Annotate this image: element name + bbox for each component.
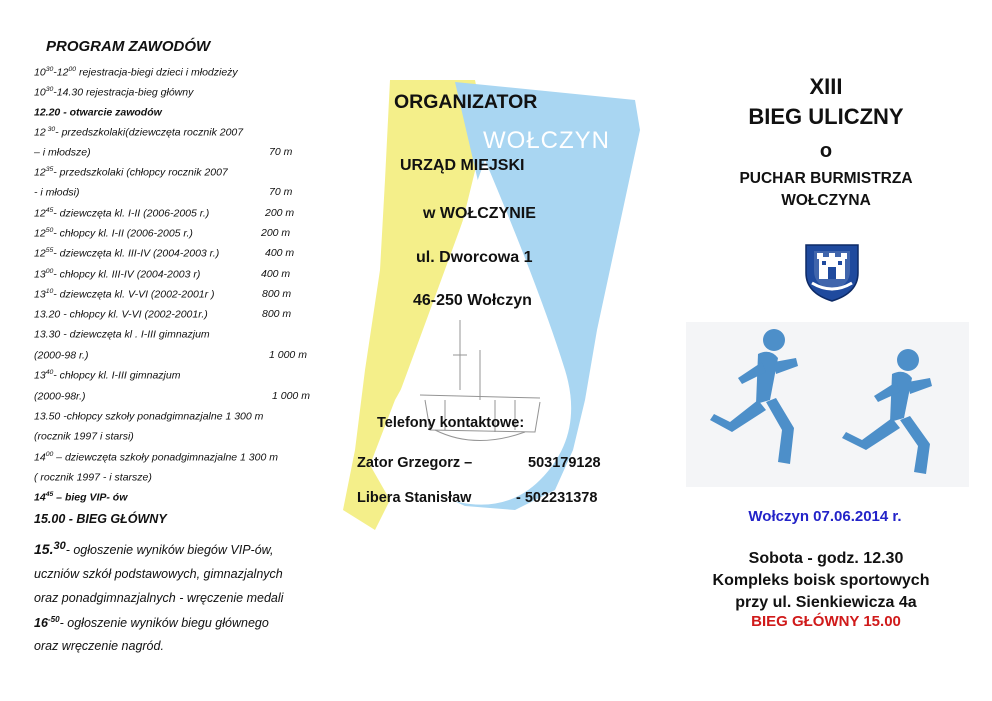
phones-heading: Telefony kontaktowe: — [377, 415, 525, 431]
program-row-text: chłopcy kl. I-II (2006-2005 r.) — [56, 227, 193, 240]
program-row-time-rest: - — [53, 207, 57, 220]
program-row-time: 14 — [34, 451, 46, 464]
program-row-text: przedszkolaki(dziewczęta rocznik 2007 — [58, 126, 244, 139]
program-row — [34, 146, 293, 159]
program-row-time-rest: - — [60, 328, 67, 341]
town-crest-icon — [804, 243, 860, 303]
footer-line-1 — [34, 540, 273, 557]
program-row-time: 12 — [34, 126, 46, 139]
program-row-distance: 800 m — [262, 308, 292, 320]
program-row-time: 13.20 — [34, 308, 61, 321]
program-row-text: chłopcy kl. V-VI (2002-2001r.) — [66, 308, 208, 321]
program-row-text: rejestracja-biegi dzieci i młodzieży — [76, 66, 238, 79]
program-row-text: – dziewczęta szkoły ponadgimnazjalne 1 300 m — [53, 451, 278, 464]
organizer-line-4: 46-250 Wołczyn — [413, 292, 532, 309]
program-row-text: chłopcy kl. I-III gimnazjum — [56, 369, 181, 382]
program-row-time: 10 — [34, 66, 46, 79]
program-row-time: 13.50 — [34, 410, 61, 423]
program-row-text: dziewczęta kl. III-IV (2004-2003 r.) — [56, 247, 220, 260]
program-row-text: (rocznik 1997 i starsi) — [34, 430, 134, 443]
program-row-time-sup: 35 — [45, 166, 54, 173]
program-row-distance: 400 m — [265, 247, 295, 259]
runners-illustration — [686, 322, 969, 487]
program-row — [34, 166, 228, 179]
program-row — [34, 186, 293, 199]
program-row-time-rest: - — [53, 166, 57, 179]
organizer-line-1: URZĄD MIEJSKI — [400, 157, 525, 174]
program-title: PROGRAM ZAWODÓW — [46, 38, 211, 55]
event-place-2: przy ul. Sienkiewicza 4a — [735, 594, 917, 611]
program-row-time-sup2: 00 — [68, 66, 77, 73]
cup-line-1: PUCHAR BURMISTRZA — [739, 170, 913, 187]
program-row-text: chłopcy kl. III-IV (2004-2003 r) — [56, 268, 201, 281]
program-row — [34, 288, 292, 301]
cup-line-2: WOŁCZYNA — [781, 192, 871, 209]
program-row-time: 14 — [34, 491, 46, 504]
logo-text: WOŁCZYN — [483, 127, 610, 154]
footer-line-1-sup: 30 — [53, 540, 66, 552]
contact-2-name: Libera Stanisław — [357, 490, 472, 506]
program-row-text: chłopcy szkoły ponadgimnazjalne 1 300 m — [66, 410, 264, 423]
event-date: Wołczyn 07.06.2014 r. — [748, 508, 902, 525]
program-row-time-rest: - — [60, 308, 67, 321]
program-row-time: 12.20 - — [34, 106, 67, 119]
program-row-time-sup: 00 — [45, 268, 54, 275]
contact-1-phone: 503179128 — [528, 455, 601, 471]
event-place-1: Kompleks boisk sportowych — [712, 572, 930, 589]
program-row-text: - i młodsi) — [34, 186, 80, 199]
program-row-time-rest: - — [53, 268, 57, 281]
program-row-text: dziewczęta kl. I-II (2006-2005 r.) — [56, 207, 210, 220]
program-row — [34, 126, 243, 139]
program-row-time: 12 — [34, 166, 46, 179]
event-when: Sobota - godz. 12.30 — [748, 550, 904, 567]
program-row — [34, 328, 210, 341]
program-row — [34, 207, 295, 220]
organizer-line-2: w WOŁCZYNIE — [423, 205, 536, 222]
program-row — [34, 390, 310, 403]
program-row-time-sup: 10 — [45, 288, 54, 295]
footer-line-3: oraz ponadgimnazjalnych - wręczenie medali — [34, 591, 284, 605]
program-row-distance: 200 m — [261, 227, 291, 239]
main-run-line: 15.00 - BIEG GŁÓWNY — [34, 512, 167, 526]
event-edition: XIII — [809, 74, 843, 99]
program-row — [34, 349, 307, 362]
footer-line-1-text: - ogłoszenie wyników biegów VIP-ów, — [65, 543, 274, 558]
program-row-text: rejestracja-bieg główny — [83, 86, 194, 99]
program-row-time-sup: 00 — [45, 451, 54, 458]
program-row-time: 12 — [34, 207, 46, 220]
footer-line-4-sup: -50 — [47, 615, 60, 624]
program-row — [34, 106, 162, 119]
event-title: BIEG ULICZNY — [748, 104, 904, 129]
program-row-distance: 1 000 m — [269, 349, 307, 361]
program-row-time-rest: -14.30 — [53, 86, 84, 99]
program-row — [34, 86, 193, 99]
program-row — [34, 471, 152, 484]
program-row — [34, 227, 291, 240]
program-row-distance: 1 000 m — [272, 390, 310, 402]
program-row-time-sup: 45 — [45, 491, 54, 498]
program-row-distance: 70 m — [269, 146, 293, 158]
program-row-time: 13 — [34, 288, 46, 301]
footer-line-4-time: 16 — [34, 616, 48, 631]
program-row-time-rest: - — [53, 247, 57, 260]
program-row-distance: 200 m — [265, 207, 295, 219]
program-row-text: otwarcie zawodów — [66, 106, 162, 119]
program-row-text: dziewczęta kl . I-III gimnazjum — [66, 328, 210, 341]
program-row-distance: 400 m — [261, 268, 291, 280]
program-row-text: – i młodsze) — [34, 146, 91, 159]
footer-line-4-text: - ogłoszenie wyników biegu głównego — [59, 616, 269, 631]
program-row-time: 13 — [34, 369, 46, 382]
program-row-time-rest: - — [55, 126, 59, 139]
program-row-text: (2000-98r.) — [34, 390, 86, 403]
footer-line-5: oraz wręczenie nagród. — [34, 639, 164, 653]
program-row-time-rest: - — [60, 410, 67, 423]
program-row — [34, 308, 292, 321]
program-row-text: (2000-98 r.) — [34, 349, 89, 362]
program-row-time: 12 — [34, 227, 46, 240]
program-row-time-sup: 30 — [45, 86, 54, 93]
program-row-time-sup: 40 — [45, 369, 54, 376]
program-row — [34, 268, 291, 281]
organizer-heading: ORGANIZATOR — [394, 91, 538, 113]
program-row-time: 10 — [34, 86, 46, 99]
program-row-text: ( rocznik 1997 - i starsze) — [34, 471, 152, 484]
footer-line-4 — [34, 615, 269, 630]
program-row — [34, 247, 295, 260]
event-main-run: BIEG GŁÓWNY 15.00 — [751, 613, 901, 630]
program-row-time-rest: - — [53, 227, 57, 240]
contact-1-name: Zator Grzegorz – — [357, 455, 473, 471]
program-row — [34, 430, 134, 443]
event-o: o — [819, 140, 833, 162]
program-row-time-rest: - — [53, 288, 57, 301]
program-row-time-rest: - — [53, 369, 57, 382]
program-row-time-sup: 45 — [45, 207, 54, 214]
program-row-time-sup: 50 — [45, 227, 54, 234]
program-row-distance: 800 m — [262, 288, 292, 300]
program-row-time: 13 — [34, 268, 46, 281]
program-row-text: przedszkolaki (chłopcy rocznik 2007 — [56, 166, 228, 179]
program-row-time-sup: 30 — [45, 126, 56, 133]
program-row-time: 12 — [34, 247, 46, 260]
program-row-text: dziewczęta kl. V-VI (2002-2001r ) — [56, 288, 215, 301]
program-row-time-sup: 55 — [45, 247, 54, 254]
program-row-time-rest: -12 — [53, 66, 69, 79]
program-row-time: 13.30 — [34, 328, 61, 341]
footer-line-2: uczniów szkół podstawowych, gimnazjalnych — [34, 567, 283, 581]
contact-2-phone: - 502231378 — [516, 490, 598, 506]
program-row — [34, 369, 180, 382]
program-row-time-sup: 30 — [45, 66, 54, 73]
program-row — [34, 451, 278, 464]
program-row — [34, 491, 127, 504]
footer-line-1-time: 15. — [34, 541, 54, 558]
program-row-text: – bieg VIP- ów — [53, 491, 128, 504]
program-row — [34, 410, 263, 423]
program-row-distance: 70 m — [269, 186, 293, 198]
organizer-line-3: ul. Dworcowa 1 — [416, 249, 533, 266]
program-row — [34, 66, 238, 79]
